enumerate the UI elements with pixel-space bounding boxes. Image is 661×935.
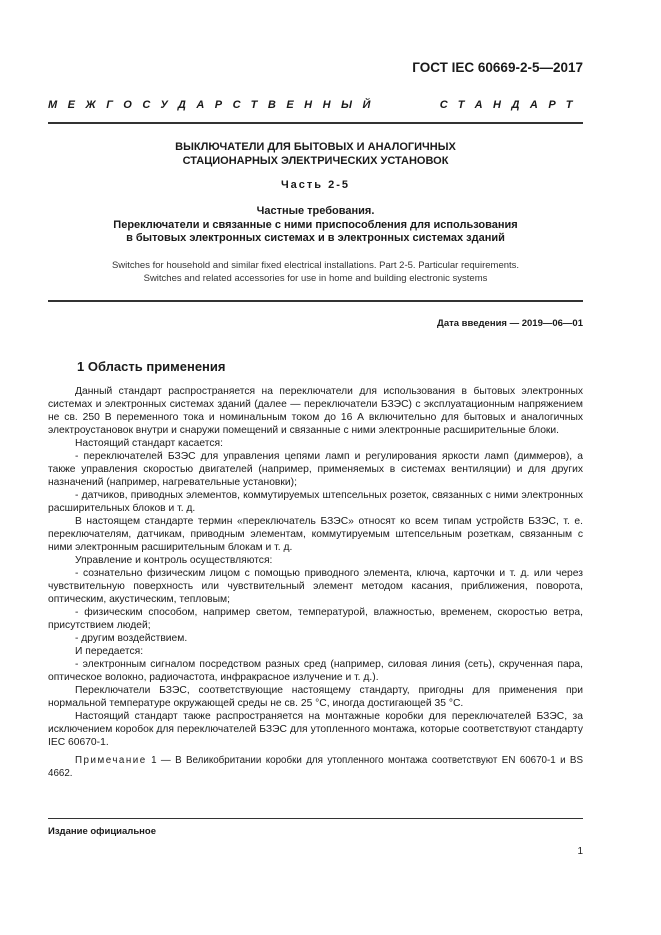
standard-type-word-1: МЕЖГОСУДАРСТВЕННЫЙ: [48, 99, 381, 111]
edition-label: Издание официальное: [48, 826, 156, 837]
document-title: [48, 140, 583, 168]
paragraph: И передается:: [75, 646, 144, 657]
paragraph: Управление и контроль осуществляются:: [75, 555, 273, 566]
paragraph: Настоящий стандарт также распространяется на монтажные коробки для переключателей БЗЭС, за исключением коробок для переключателей БЗЭС для утопленного монтажа, которые соответствуют стандарту IEC 60670-1.: [48, 711, 583, 748]
standard-type-word-2: СТАНДАРТ: [439, 99, 583, 111]
english-title-line-2: Switches and related accessories for use in home and building electronic systems: [143, 273, 488, 284]
section-body: [48, 385, 583, 780]
list-item: - датчиков, приводных элементов, коммутируемых штепсельных розеток, связанных с ними электронных расширительных блоков и т. д.: [48, 490, 583, 514]
standard-type-row: [48, 99, 583, 111]
page-number: 1: [577, 846, 583, 857]
part-label: Часть 2-5: [280, 179, 351, 191]
english-title: [48, 259, 583, 285]
list-item: - переключателей БЗЭС для управления цепями ламп и регулирования яркости ламп (диммеров), а также управления скоростью двигателей (например, применяемых в системах вентиляции) и для других назначений (например, нагревательные установки);: [48, 451, 583, 488]
list-item: - другим воздействием.: [75, 633, 188, 644]
effective-date: Дата введения — 2019—06—01: [437, 318, 583, 329]
list-item: - сознательно физическим лицом с помощью приводного элемента, ключа, карточки и т. д. или через чувствительную поверхность или чувствительный элемент методом касания, приближения, поворота, оптическим, акустическим, тепловым;: [48, 568, 583, 605]
title-line-2: СТАЦИОНАРНЫХ ЭЛЕКТРИЧЕСКИХ УСТАНОВОК: [182, 155, 449, 167]
subtitle-line-1: Частные требования.: [256, 205, 375, 217]
document-subtitle: [48, 205, 583, 246]
paragraph: Данный стандарт распространяется на переключатели для использования в бытовых электронных системах и электронных системах зданий (далее — переключатели БЗЭС) с эксплуатационным напряжением не св. 250 В переменного тока и номинальным током до 16 А включительно для бытовых и аналогичных электроустановок внутри и снаружи помещений и связанные с ними электронные расширительные блоки.: [48, 386, 583, 436]
header-rule: [48, 122, 583, 124]
subtitle-line-3: в бытовых электронных системах и в электронных системах зданий: [126, 232, 505, 244]
subtitle-line-2: Переключатели и связанные с ними приспособления для использования: [113, 218, 518, 231]
paragraph: В настоящем стандарте термин «переключатель БЗЭС» относят ко всем типам устройств БЗЭС, т. е. переключателям, датчикам, приводным элементам, коммутируемым штепсельным розеткам, связанным с ними электронным расширительным блокам и т. д.: [48, 516, 583, 553]
note-label: Примечание: [75, 755, 147, 766]
list-item: - электронным сигналом посредством разных сред (например, силовая линия (сеть), скрученная пара, оптическое волокно, радиочастота, инфракрасное излучение и т. д.).: [48, 659, 583, 683]
footer-rule: [48, 818, 583, 819]
note-text: 1 — В Великобритании коробки для утопленного монтажа соответствуют EN 60670-1 и BS 4662.: [48, 755, 583, 779]
note: [48, 754, 583, 780]
title-block-rule: [48, 300, 583, 302]
paragraph: Переключатели БЗЭС, соответствующие настоящему стандарту, пригодны для применения при нормальной температуре окружающей среды не св. 25 °С, иногда достигающей 35 °С.: [48, 685, 583, 709]
english-title-line-1: Switches for household and similar fixed electrical installations. Part 2-5. Particular requirements.: [111, 260, 520, 271]
standard-number: ГОСТ IEC 60669-2-5—2017: [412, 60, 583, 75]
section-title: 1 Область применения: [77, 359, 226, 374]
paragraph: Настоящий стандарт касается:: [75, 438, 223, 449]
list-item: - физическим способом, например светом, температурой, влажностью, временем, скоростью ветра, присутствием людей;: [48, 607, 583, 631]
title-line-1: ВЫКЛЮЧАТЕЛИ ДЛЯ БЫТОВЫХ И АНАЛОГИЧНЫХ: [175, 141, 456, 153]
